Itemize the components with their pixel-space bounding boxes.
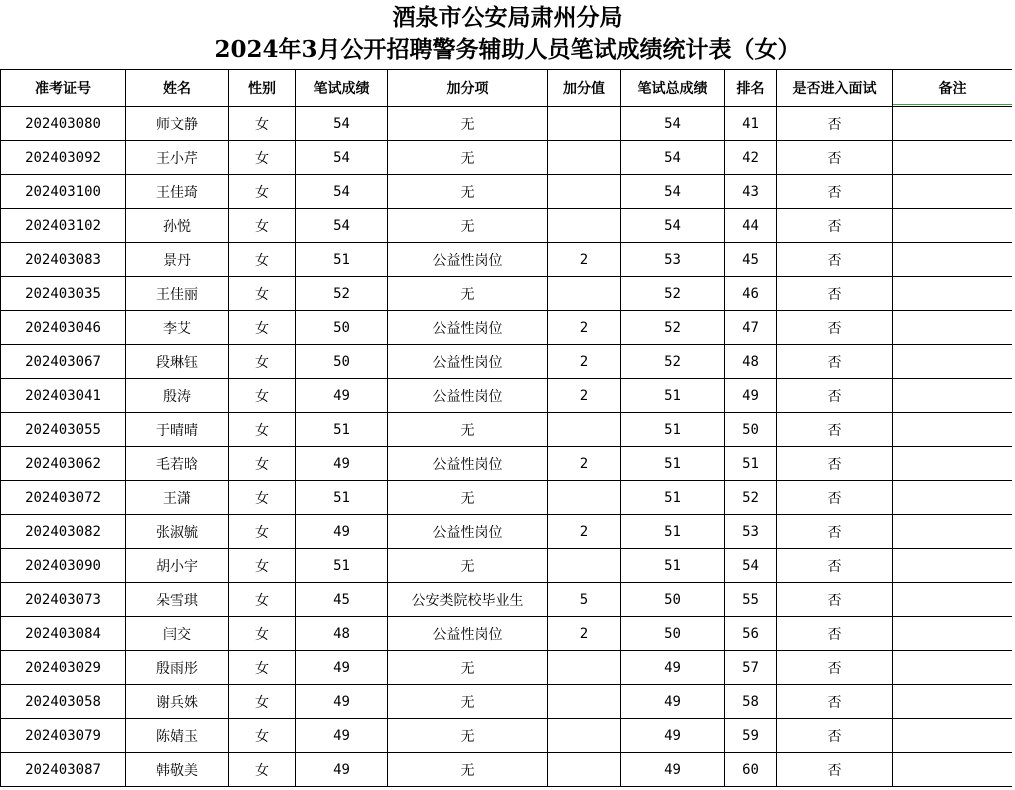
bonus-value-cell[interactable]: [548, 651, 621, 685]
remarks-cell[interactable]: [893, 311, 1013, 345]
header-row: [1, 70, 1013, 107]
bonus-item-cell[interactable]: 无: [388, 481, 548, 515]
table-row: [1, 379, 1013, 413]
gender-cell[interactable]: 女: [229, 209, 296, 243]
total-score-cell[interactable]: 51: [621, 447, 725, 481]
bonus-item-cell[interactable]: 无: [388, 107, 548, 141]
name-cell[interactable]: 景丹: [126, 243, 229, 277]
rank-cell[interactable]: 42: [725, 141, 777, 175]
remarks-cell[interactable]: [893, 753, 1013, 787]
exam-id-cell[interactable]: 202403092: [1, 141, 126, 175]
name-cell[interactable]: 王佳丽: [126, 277, 229, 311]
remarks-cell[interactable]: [893, 481, 1013, 515]
rank-cell[interactable]: 56: [725, 617, 777, 651]
cell-selection-line: [893, 104, 1015, 105]
bonus-value-cell[interactable]: [548, 141, 621, 175]
bonus-item-cell[interactable]: 公益性岗位: [388, 345, 548, 379]
total-score-cell[interactable]: 51: [621, 413, 725, 447]
written-score-cell[interactable]: 51: [296, 549, 388, 583]
bonus-item-cell[interactable]: 无: [388, 277, 548, 311]
gender-cell[interactable]: 女: [229, 175, 296, 209]
rank-cell[interactable]: 57: [725, 651, 777, 685]
name-cell[interactable]: 王佳琦: [126, 175, 229, 209]
bonus-value-cell[interactable]: 2: [548, 617, 621, 651]
total-score-cell[interactable]: 51: [621, 549, 725, 583]
gender-cell[interactable]: 女: [229, 753, 296, 787]
gender-cell[interactable]: 女: [229, 481, 296, 515]
name-cell[interactable]: 于晴晴: [126, 413, 229, 447]
name-cell[interactable]: 张淑毓: [126, 515, 229, 549]
exam-id-cell[interactable]: 202403029: [1, 651, 126, 685]
name-cell[interactable]: 朵雪琪: [126, 583, 229, 617]
name-cell[interactable]: 殷雨彤: [126, 651, 229, 685]
exam-id-cell[interactable]: 202403062: [1, 447, 126, 481]
bonus-item-cell[interactable]: 无: [388, 141, 548, 175]
written-score-cell[interactable]: 54: [296, 175, 388, 209]
name-cell[interactable]: 孙悦: [126, 209, 229, 243]
remarks-cell[interactable]: [893, 685, 1013, 719]
rank-cell[interactable]: 60: [725, 753, 777, 787]
col-header-gender[interactable]: 性别: [229, 70, 296, 107]
table-row: [1, 345, 1013, 379]
exam-id-cell[interactable]: 202403035: [1, 277, 126, 311]
exam-id-cell[interactable]: 202403084: [1, 617, 126, 651]
rank-cell[interactable]: 44: [725, 209, 777, 243]
rank-cell[interactable]: 53: [725, 515, 777, 549]
col-header-bonus-item[interactable]: 加分项: [388, 70, 548, 107]
name-cell[interactable]: 谢兵姝: [126, 685, 229, 719]
bonus-item-cell[interactable]: 公益性岗位: [388, 447, 548, 481]
col-header-interview[interactable]: 是否进入面试: [777, 70, 893, 107]
rank-cell[interactable]: 45: [725, 243, 777, 277]
total-score-cell[interactable]: 54: [621, 141, 725, 175]
score-table: [0, 69, 1013, 787]
interview-cell[interactable]: 否: [777, 651, 893, 685]
bonus-item-cell[interactable]: 公安类院校毕业生: [388, 583, 548, 617]
bonus-item-cell[interactable]: 公益性岗位: [388, 243, 548, 277]
bonus-item-cell[interactable]: 无: [388, 413, 548, 447]
remarks-cell[interactable]: [893, 617, 1013, 651]
bonus-value-cell[interactable]: [548, 413, 621, 447]
exam-id-cell[interactable]: 202403079: [1, 719, 126, 753]
table-row: [1, 413, 1013, 447]
table-row: [1, 549, 1013, 583]
interview-cell[interactable]: 否: [777, 175, 893, 209]
exam-id-cell[interactable]: 202403087: [1, 753, 126, 787]
bonus-value-cell[interactable]: 2: [548, 311, 621, 345]
interview-cell[interactable]: 否: [777, 141, 893, 175]
interview-cell[interactable]: 否: [777, 685, 893, 719]
bonus-item-cell[interactable]: 公益性岗位: [388, 379, 548, 413]
bonus-item-cell[interactable]: 公益性岗位: [388, 617, 548, 651]
col-header-name[interactable]: 姓名: [126, 70, 229, 107]
bonus-value-cell[interactable]: 2: [548, 515, 621, 549]
bonus-value-cell[interactable]: [548, 685, 621, 719]
written-score-cell[interactable]: 51: [296, 413, 388, 447]
rank-cell[interactable]: 49: [725, 379, 777, 413]
page-title: 酒泉市公安局肃州分局: [392, 4, 623, 31]
gender-cell[interactable]: 女: [229, 379, 296, 413]
col-header-total-score[interactable]: 笔试总成绩: [621, 70, 725, 107]
exam-id-cell[interactable]: 202403046: [1, 311, 126, 345]
rank-cell[interactable]: 43: [725, 175, 777, 209]
table-row: [1, 107, 1013, 141]
rank-cell[interactable]: 41: [725, 107, 777, 141]
col-header-bonus-value[interactable]: 加分值: [548, 70, 621, 107]
table-row: [1, 481, 1013, 515]
interview-cell[interactable]: 否: [777, 515, 893, 549]
name-cell[interactable]: 韩敬美: [126, 753, 229, 787]
bonus-item-cell[interactable]: 无: [388, 175, 548, 209]
exam-id-cell[interactable]: 202403090: [1, 549, 126, 583]
gender-cell[interactable]: 女: [229, 107, 296, 141]
bonus-value-cell[interactable]: 5: [548, 583, 621, 617]
written-score-cell[interactable]: 49: [296, 515, 388, 549]
interview-cell[interactable]: 否: [777, 447, 893, 481]
exam-id-cell[interactable]: 202403083: [1, 243, 126, 277]
table-row: [1, 141, 1013, 175]
written-score-cell[interactable]: 54: [296, 209, 388, 243]
title-block: [0, 0, 1015, 68]
gender-cell[interactable]: 女: [229, 243, 296, 277]
bonus-item-cell[interactable]: 无: [388, 209, 548, 243]
written-score-cell[interactable]: 49: [296, 719, 388, 753]
interview-cell[interactable]: 否: [777, 583, 893, 617]
col-header-written-score[interactable]: 笔试成绩: [296, 70, 388, 107]
remarks-cell[interactable]: [893, 651, 1013, 685]
interview-cell[interactable]: 否: [777, 345, 893, 379]
table-row: [1, 583, 1013, 617]
remarks-cell[interactable]: [893, 243, 1013, 277]
total-score-cell[interactable]: 53: [621, 243, 725, 277]
gender-cell[interactable]: 女: [229, 719, 296, 753]
name-cell[interactable]: 陈婧玉: [126, 719, 229, 753]
written-score-cell[interactable]: 54: [296, 107, 388, 141]
written-score-cell[interactable]: 49: [296, 447, 388, 481]
written-score-cell[interactable]: 51: [296, 481, 388, 515]
table-row: [1, 651, 1013, 685]
col-header-exam-id[interactable]: 准考证号: [1, 70, 126, 107]
interview-cell[interactable]: 否: [777, 277, 893, 311]
bonus-item-cell[interactable]: 无: [388, 719, 548, 753]
table-row: [1, 515, 1013, 549]
remarks-cell[interactable]: [893, 583, 1013, 617]
bonus-value-cell[interactable]: [548, 107, 621, 141]
total-score-cell[interactable]: 52: [621, 311, 725, 345]
exam-id-cell[interactable]: 202403100: [1, 175, 126, 209]
written-score-cell[interactable]: 49: [296, 379, 388, 413]
rank-cell[interactable]: 48: [725, 345, 777, 379]
interview-cell[interactable]: 否: [777, 719, 893, 753]
interview-cell[interactable]: 否: [777, 481, 893, 515]
gender-cell[interactable]: 女: [229, 345, 296, 379]
gender-cell[interactable]: 女: [229, 651, 296, 685]
remarks-cell[interactable]: [893, 413, 1013, 447]
interview-cell[interactable]: 否: [777, 379, 893, 413]
gender-cell[interactable]: 女: [229, 311, 296, 345]
total-score-cell[interactable]: 52: [621, 345, 725, 379]
total-score-cell[interactable]: 54: [621, 107, 725, 141]
bonus-value-cell[interactable]: 2: [548, 345, 621, 379]
written-score-cell[interactable]: 51: [296, 243, 388, 277]
bonus-item-cell[interactable]: 无: [388, 753, 548, 787]
name-cell[interactable]: 段琳钰: [126, 345, 229, 379]
table-row: [1, 243, 1013, 277]
gender-cell[interactable]: 女: [229, 413, 296, 447]
table-row: [1, 685, 1013, 719]
name-cell[interactable]: 师文静: [126, 107, 229, 141]
remarks-cell[interactable]: [893, 719, 1013, 753]
total-score-cell[interactable]: 54: [621, 209, 725, 243]
name-cell[interactable]: 王潇: [126, 481, 229, 515]
written-score-cell[interactable]: 49: [296, 753, 388, 787]
table-row: [1, 753, 1013, 787]
remarks-cell[interactable]: [893, 515, 1013, 549]
bonus-value-cell[interactable]: 2: [548, 379, 621, 413]
written-score-cell[interactable]: 52: [296, 277, 388, 311]
remarks-cell[interactable]: [893, 175, 1013, 209]
exam-id-cell[interactable]: 202403058: [1, 685, 126, 719]
bonus-item-cell[interactable]: 无: [388, 651, 548, 685]
remarks-cell[interactable]: [893, 345, 1013, 379]
remarks-cell[interactable]: [893, 277, 1013, 311]
rank-cell[interactable]: 55: [725, 583, 777, 617]
table-body: [1, 107, 1013, 787]
rank-cell[interactable]: 59: [725, 719, 777, 753]
total-score-cell[interactable]: 50: [621, 617, 725, 651]
name-cell[interactable]: 闫交: [126, 617, 229, 651]
name-cell[interactable]: 毛若晗: [126, 447, 229, 481]
rank-cell[interactable]: 54: [725, 549, 777, 583]
table-row: [1, 209, 1013, 243]
remarks-cell[interactable]: [893, 379, 1013, 413]
exam-id-cell[interactable]: 202403082: [1, 515, 126, 549]
bonus-value-cell[interactable]: 2: [548, 447, 621, 481]
written-score-cell[interactable]: 50: [296, 311, 388, 345]
interview-cell[interactable]: 否: [777, 107, 893, 141]
bonus-value-cell[interactable]: [548, 481, 621, 515]
written-score-cell[interactable]: 54: [296, 141, 388, 175]
bonus-item-cell[interactable]: 公益性岗位: [388, 311, 548, 345]
gender-cell[interactable]: 女: [229, 549, 296, 583]
name-cell[interactable]: 王小芹: [126, 141, 229, 175]
page-subtitle: 2024年3月公开招聘警务辅助人员笔试成绩统计表（女）: [214, 36, 801, 63]
total-score-cell[interactable]: 49: [621, 753, 725, 787]
gender-cell[interactable]: 女: [229, 685, 296, 719]
rank-cell[interactable]: 47: [725, 311, 777, 345]
written-score-cell[interactable]: 50: [296, 345, 388, 379]
interview-cell[interactable]: 否: [777, 209, 893, 243]
bonus-value-cell[interactable]: [548, 277, 621, 311]
remarks-cell[interactable]: [893, 447, 1013, 481]
interview-cell[interactable]: 否: [777, 311, 893, 345]
total-score-cell[interactable]: 51: [621, 515, 725, 549]
written-score-cell[interactable]: 45: [296, 583, 388, 617]
total-score-cell[interactable]: 52: [621, 277, 725, 311]
remarks-cell[interactable]: [893, 209, 1013, 243]
bonus-value-cell[interactable]: [548, 753, 621, 787]
written-score-cell[interactable]: 49: [296, 651, 388, 685]
bonus-value-cell[interactable]: [548, 175, 621, 209]
total-score-cell[interactable]: 49: [621, 719, 725, 753]
exam-id-cell[interactable]: 202403072: [1, 481, 126, 515]
total-score-cell[interactable]: 51: [621, 379, 725, 413]
exam-id-cell[interactable]: 202403067: [1, 345, 126, 379]
exam-id-cell[interactable]: 202403102: [1, 209, 126, 243]
bonus-item-cell[interactable]: 公益性岗位: [388, 515, 548, 549]
col-header-remarks[interactable]: 备注: [893, 70, 1013, 107]
gender-cell[interactable]: 女: [229, 583, 296, 617]
rank-cell[interactable]: 46: [725, 277, 777, 311]
gender-cell[interactable]: 女: [229, 277, 296, 311]
bonus-value-cell[interactable]: [548, 209, 621, 243]
interview-cell[interactable]: 否: [777, 413, 893, 447]
total-score-cell[interactable]: 49: [621, 651, 725, 685]
total-score-cell[interactable]: 50: [621, 583, 725, 617]
bonus-item-cell[interactable]: 无: [388, 549, 548, 583]
exam-id-cell[interactable]: 202403073: [1, 583, 126, 617]
name-cell[interactable]: 殷涛: [126, 379, 229, 413]
written-score-cell[interactable]: 48: [296, 617, 388, 651]
table-row: [1, 447, 1013, 481]
bonus-item-cell[interactable]: 无: [388, 685, 548, 719]
table-row: [1, 719, 1013, 753]
total-score-cell[interactable]: 51: [621, 481, 725, 515]
table-row: [1, 617, 1013, 651]
rank-cell[interactable]: 58: [725, 685, 777, 719]
bonus-value-cell[interactable]: 2: [548, 243, 621, 277]
remarks-cell[interactable]: [893, 107, 1013, 141]
exam-id-cell[interactable]: 202403041: [1, 379, 126, 413]
rank-cell[interactable]: 50: [725, 413, 777, 447]
interview-cell[interactable]: 否: [777, 243, 893, 277]
col-header-rank[interactable]: 排名: [725, 70, 777, 107]
interview-cell[interactable]: 否: [777, 549, 893, 583]
table-row: [1, 277, 1013, 311]
gender-cell[interactable]: 女: [229, 617, 296, 651]
written-score-cell[interactable]: 49: [296, 685, 388, 719]
rank-cell[interactable]: 52: [725, 481, 777, 515]
remarks-cell[interactable]: [893, 549, 1013, 583]
interview-cell[interactable]: 否: [777, 753, 893, 787]
bonus-value-cell[interactable]: [548, 549, 621, 583]
rank-cell[interactable]: 51: [725, 447, 777, 481]
interview-cell[interactable]: 否: [777, 617, 893, 651]
name-cell[interactable]: 胡小宇: [126, 549, 229, 583]
gender-cell[interactable]: 女: [229, 141, 296, 175]
exam-id-cell[interactable]: 202403080: [1, 107, 126, 141]
gender-cell[interactable]: 女: [229, 447, 296, 481]
total-score-cell[interactable]: 54: [621, 175, 725, 209]
total-score-cell[interactable]: 49: [621, 685, 725, 719]
name-cell[interactable]: 李艾: [126, 311, 229, 345]
bonus-value-cell[interactable]: [548, 719, 621, 753]
exam-id-cell[interactable]: 202403055: [1, 413, 126, 447]
table-row: [1, 311, 1013, 345]
remarks-cell[interactable]: [893, 141, 1013, 175]
table-row: [1, 175, 1013, 209]
gender-cell[interactable]: 女: [229, 515, 296, 549]
